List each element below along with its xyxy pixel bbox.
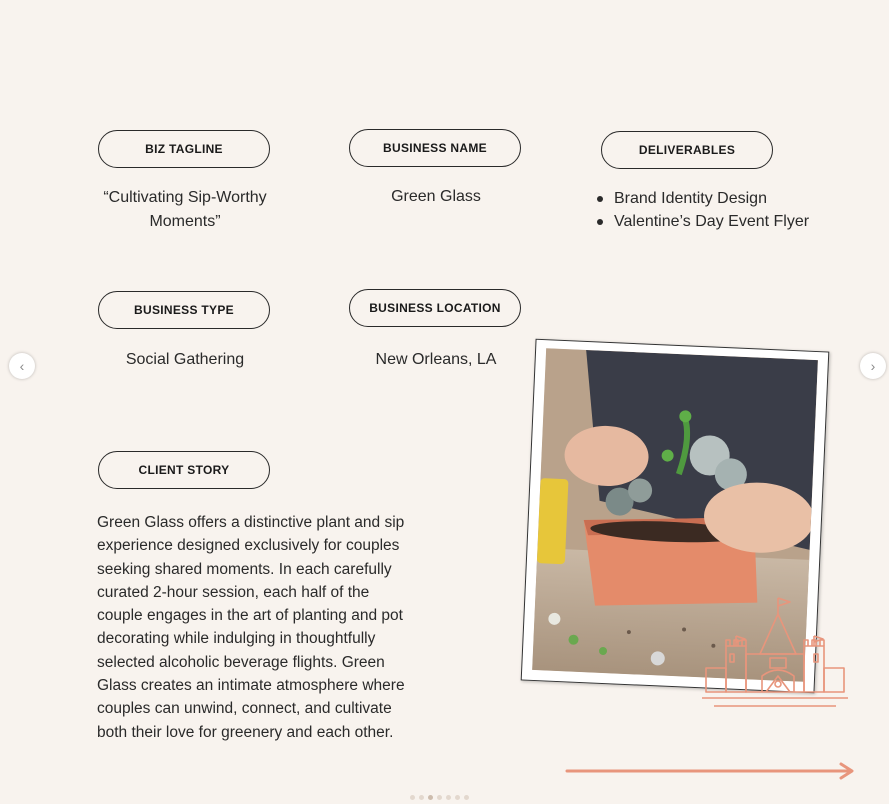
castle-pen-emblem-icon [700,592,850,714]
deliverable-item: Brand Identity Design [596,187,809,210]
biz-tagline-value [85,186,285,234]
pagination-dot[interactable] [446,795,451,800]
carousel-pagination [410,795,469,800]
business-location-label: BUSINESS LOCATION [349,289,521,327]
client-story-text: Green Glass offers a distinctive plant and sip experience designed exclusively for couples seeking shared moments. In each carefully curated 2-hour session, each half of the couple engages in the art of planting and pot decorating while indulging in thoughtfully selected alcoholic beverage flights. Green Glass creates an intimate atmosphere where couples can unwind, connect, and cultivate both their love for greenery and each other. [97,514,405,741]
deliverables-list [596,187,809,233]
business-name-value: Green Glass [391,188,481,205]
pagination-dot[interactable] [419,795,424,800]
business-type-label: BUSINESS TYPE [98,291,270,329]
pagination-dot[interactable] [410,795,415,800]
business-name-label: BUSINESS NAME [349,129,521,167]
pagination-dot[interactable] [464,795,469,800]
arrow-right-icon [565,761,857,781]
business-type-value: Social Gathering [125,351,245,368]
biz-tagline-label: BIZ TAGLINE [98,130,270,168]
deliverable-item: Valentine’s Day Event Flyer [596,210,809,233]
business-location-value: New Orleans, LA [375,351,497,368]
carousel-next-button[interactable] [860,353,886,379]
biz-tagline-line-2: Moments” [149,213,221,230]
pagination-dot[interactable] [437,795,442,800]
client-story-label: CLIENT STORY [98,451,270,489]
chevron-left-icon: ‹ [19,358,25,374]
pagination-dot[interactable] [455,795,460,800]
pagination-dot[interactable] [428,795,433,800]
chevron-right-icon: › [870,358,876,374]
carousel-prev-button[interactable] [9,353,35,379]
biz-tagline-line-1: “Cultivating Sip-Worthy [103,189,267,206]
deliverables-label: DELIVERABLES [601,131,773,169]
